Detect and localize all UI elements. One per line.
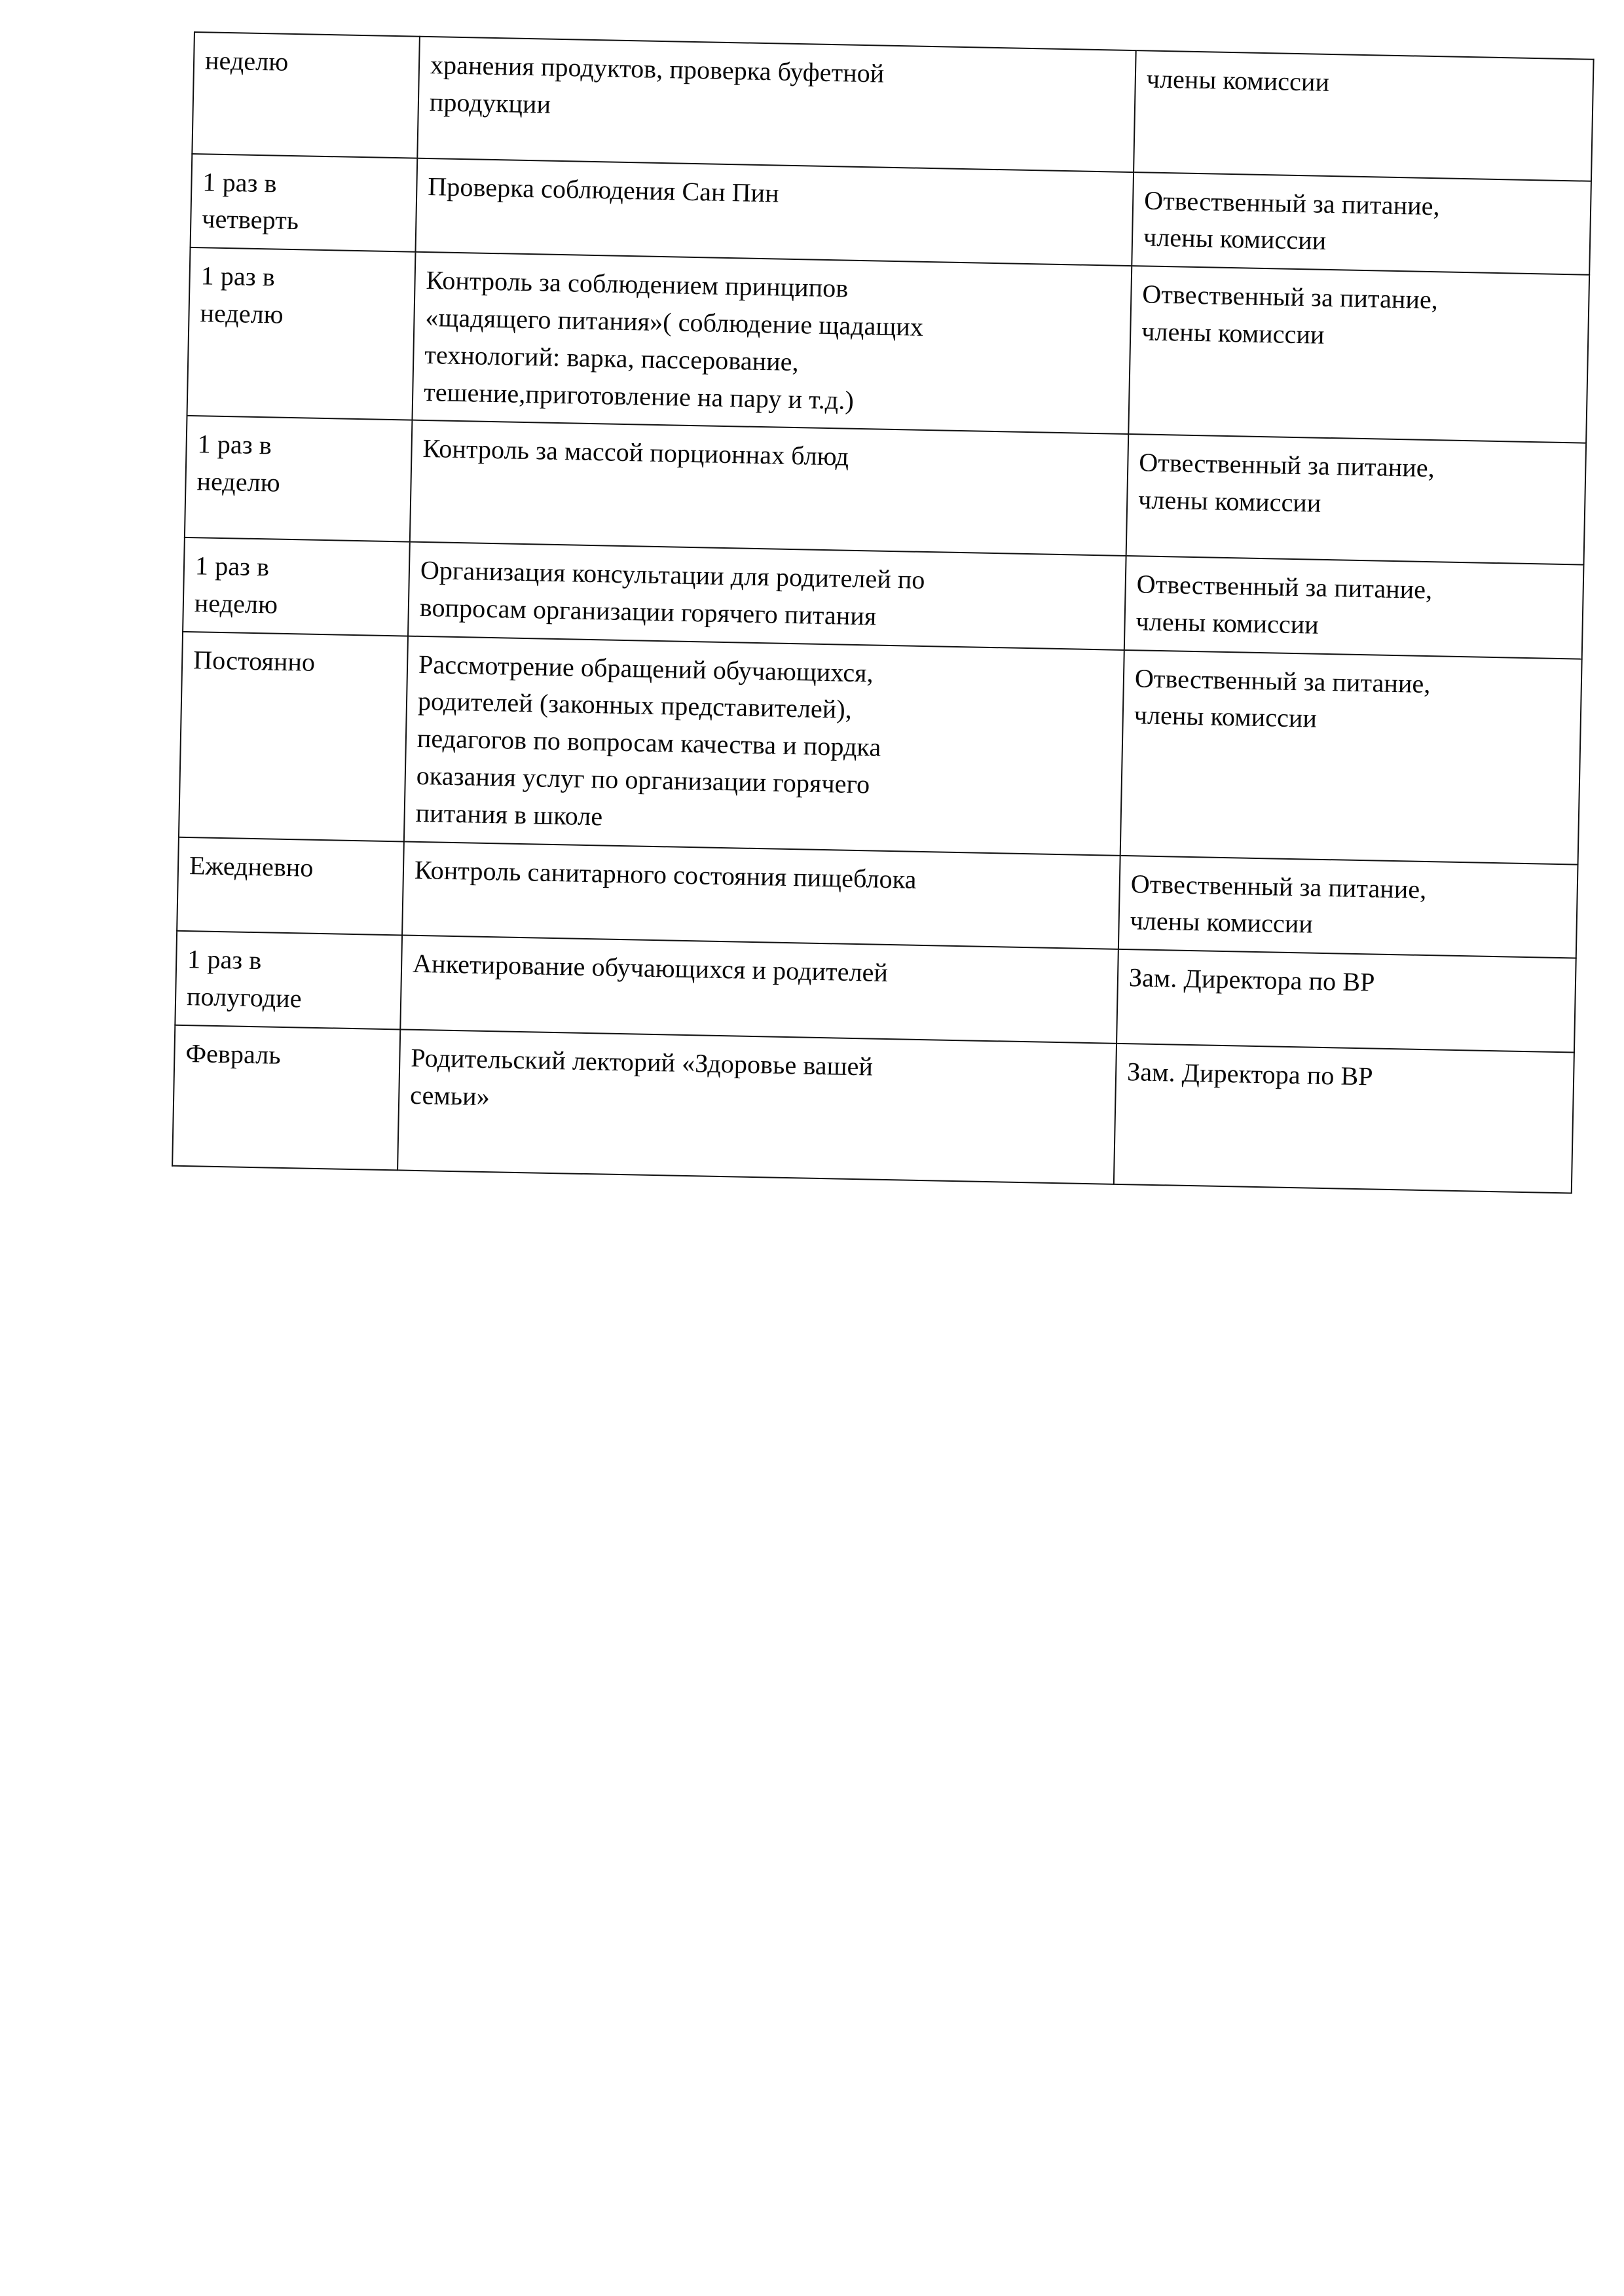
person-text: Отвественный за питание, члены комиссии bbox=[1143, 185, 1441, 256]
period-text: 1 раз в неделю bbox=[194, 551, 278, 619]
period-text: Постоянно bbox=[193, 644, 316, 677]
cell-activity bbox=[400, 936, 1118, 1044]
person-text: Отвественный за питание, члены комиссии bbox=[1135, 569, 1433, 640]
activity-text: Рассмотрение обращений обучающихся, родителей (законных представителей), педагогов по вопросам качества и пордка оказания услуг по организации горячего питания в школе bbox=[415, 649, 881, 831]
person-text: Отвественный за питание, члены комиссии bbox=[1137, 447, 1435, 518]
activity-text: Анкетирование обучающихся и родителей bbox=[412, 948, 889, 988]
period-text: 1 раз в неделю bbox=[196, 429, 281, 498]
cell-person bbox=[1116, 949, 1576, 1052]
cell-period bbox=[187, 247, 416, 420]
person-text: Зам. Директора по ВР bbox=[1126, 1056, 1374, 1091]
activity-text: Организация консультации для родителей по вопросам организации горячего питания bbox=[419, 555, 925, 631]
cell-person bbox=[1128, 266, 1589, 443]
person-text: Отвественный за питание, члены комиссии bbox=[1130, 868, 1427, 939]
cell-period bbox=[192, 32, 420, 158]
cell-person bbox=[1118, 855, 1578, 958]
person-text: члены комиссии bbox=[1146, 64, 1330, 97]
table-body bbox=[172, 32, 1593, 1194]
period-text: 1 раз в неделю bbox=[200, 261, 284, 329]
cell-activity bbox=[410, 420, 1128, 556]
cell-activity bbox=[404, 636, 1124, 855]
activity-text: хранения продуктов, проверка буфетной продукции bbox=[429, 50, 885, 119]
cell-period bbox=[172, 1025, 400, 1170]
cell-person bbox=[1114, 1044, 1574, 1194]
period-text: Февраль bbox=[185, 1038, 282, 1070]
cell-person bbox=[1124, 556, 1584, 659]
cell-person bbox=[1126, 434, 1586, 564]
cell-activity bbox=[408, 542, 1126, 650]
activity-text: Контроль санитарного состояния пищеблока bbox=[414, 854, 917, 894]
cell-period bbox=[185, 416, 413, 541]
activity-text: Проверка соблюдения Сан Пин bbox=[428, 171, 780, 208]
cell-activity bbox=[397, 1029, 1116, 1184]
cell-period bbox=[191, 154, 418, 252]
activity-text: Родительский лекторий «Здоровье вашей семьи» bbox=[409, 1042, 874, 1111]
period-text: неделю bbox=[204, 45, 289, 77]
cell-period bbox=[179, 631, 408, 841]
period-text: 1 раз в четверть bbox=[201, 166, 299, 236]
cell-person bbox=[1134, 50, 1593, 181]
cell-activity bbox=[415, 158, 1134, 266]
person-text: Отвественный за питание, члены комиссии bbox=[1134, 663, 1431, 734]
cell-activity bbox=[417, 37, 1135, 172]
cell-person bbox=[1132, 172, 1591, 275]
cell-activity bbox=[412, 252, 1132, 435]
table-row bbox=[179, 631, 1582, 864]
cell-activity bbox=[402, 841, 1120, 949]
cell-person bbox=[1120, 650, 1582, 865]
period-text: Ежедневно bbox=[189, 850, 314, 883]
table-row bbox=[187, 247, 1590, 443]
period-text: 1 раз в полугодие bbox=[186, 944, 303, 1013]
cell-period bbox=[175, 931, 402, 1029]
schedule-table bbox=[172, 31, 1594, 1194]
table-row bbox=[172, 1025, 1574, 1193]
activity-text: Контроль за соблюдением принципов «щадящего питания»( соблюдение щадащих технологий: варка, пассерование, тешение,приготовление на пару и т.д.) bbox=[423, 265, 924, 415]
activity-text: Контроль за массой порционнах блюд bbox=[422, 433, 849, 472]
cell-period bbox=[183, 538, 410, 636]
cell-period bbox=[177, 837, 404, 935]
scanned-table-area bbox=[172, 31, 1530, 1193]
person-text: Отвественный за питание, члены комиссии bbox=[1141, 279, 1439, 350]
person-text: Зам. Директора по ВР bbox=[1128, 962, 1375, 997]
